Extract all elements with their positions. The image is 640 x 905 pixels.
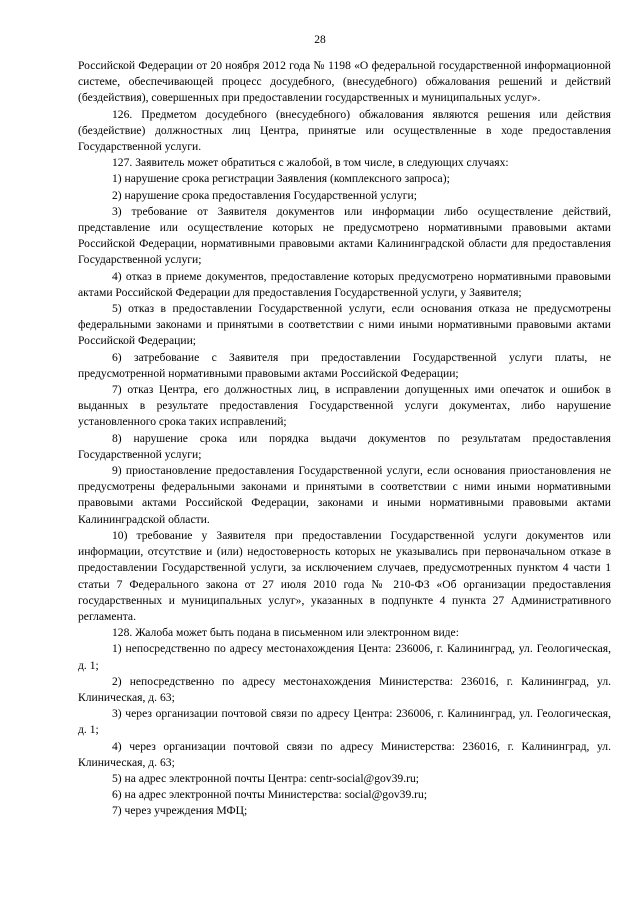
list-item: 4) отказ в приеме документов, предоставление которых предусмотрено нормативными правовыми актами Российской Федерации для предоставления Государственной услуги, у Заявителя;	[78, 269, 611, 299]
list-item: 2) нарушение срока предоставления Государственной услуги;	[112, 188, 417, 202]
list-item: 6) затребование с Заявителя при предоставлении Государственной услуги платы, не предусмотренной нормативными правовыми актами Российской Федерации;	[78, 350, 611, 380]
list-item: 7) через учреждения МФЦ;	[112, 804, 248, 818]
paragraph: Российской Федерации от 20 ноября 2012 года № 1198 «О федеральной государственной информационной системе, обеспечивающей процесс досудебного, (внесудебного) обжалования решений и действий (бездействия), совершенных при предоставлении государственных и муниципальных услуг».	[78, 59, 611, 105]
list-item: 1) непосредственно по адресу местонахождения Цента: 236006, г. Калининград, ул. Геологическая, д. 1;	[78, 642, 611, 672]
paragraph: 127. Заявитель может обратиться с жалобой, в том числе, в следующих случаях:	[112, 156, 509, 170]
list-item: 4) через организации почтовой связи по адресу Министерства: 236016, г. Калининград, ул. Клиническая, д. 63;	[78, 739, 611, 769]
list-item: 5) отказ в предоставлении Государственной услуги, если основания отказа не предусмотрены федеральными законами и принятыми в соответствии с ними иными нормативными правовыми актами Российской Федерации;	[78, 302, 611, 348]
page-number: 28	[314, 34, 326, 46]
list-item: 5) на адрес электронной почты Центра: centr-social@gov39.ru;	[112, 771, 419, 785]
paragraph: 128. Жалоба может быть подана в письменном или электронном виде:	[112, 626, 459, 640]
list-item: 3) через организации почтовой связи по адресу Центра: 236006, г. Калининград, ул. Геологическая, д. 1;	[78, 707, 611, 737]
list-item: 2) непосредственно по адресу местонахождения Министерства: 236016, г. Калининград, ул. Клиническая, д. 63;	[78, 674, 611, 704]
list-item: 9) приостановление предоставления Государственной услуги, если основания приостановления не предусмотрены федеральными законами и принятыми в соответствии с ними иными нормативными правовыми актами Российской Федерации, законами и иными нормативными правовыми актами Калининградской области.	[78, 464, 611, 526]
list-item: 3) требование от Заявителя документов или информации либо осуществление действий, представление или осуществление которых не предусмотрено нормативными правовыми актами Российской Федерации, нормативными правовыми актами Калининградской области для предоставления Государственной услуги;	[78, 204, 611, 267]
list-item: 1) нарушение срока регистрации Заявления (комплексного запроса);	[112, 172, 450, 186]
document-body	[78, 58, 611, 820]
list-item: 7) отказ Центра, его должностных лиц, в исправлении допущенных ими опечаток и ошибок в выданных в результате предоставления Государственной услуги документах, либо нарушение установленного срока таких исправлений;	[78, 383, 611, 429]
paragraph: 126. Предметом досудебного (внесудебного) обжалования являются решения или действия (бездействие) должностных лиц Центра, принятые или осуществленные в ходе предоставления Государственной услуги.	[78, 107, 611, 154]
list-item: 8) нарушение срока или порядка выдачи документов по результатам предоставления Государственной услуги;	[78, 431, 611, 461]
list-item: 6) на адрес электронной почты Министерства: social@gov39.ru;	[112, 788, 428, 802]
list-item: 10) требование у Заявителя при предоставлении Государственной услуги документов или информации, отсутствие и (или) недостоверность которых не указывались при первоначальном отказе в предоставлении Государственной услуги, за исключением случаев, предусмотренных пунктом 4 части 1 статьи 7 Федерального закона от 27 июля 2010 года № 210-ФЗ «Об организации предоставления государственных и муниципальных услуг», указанных в подпункте 4 пункта 27 Административного регламента.	[78, 528, 611, 623]
